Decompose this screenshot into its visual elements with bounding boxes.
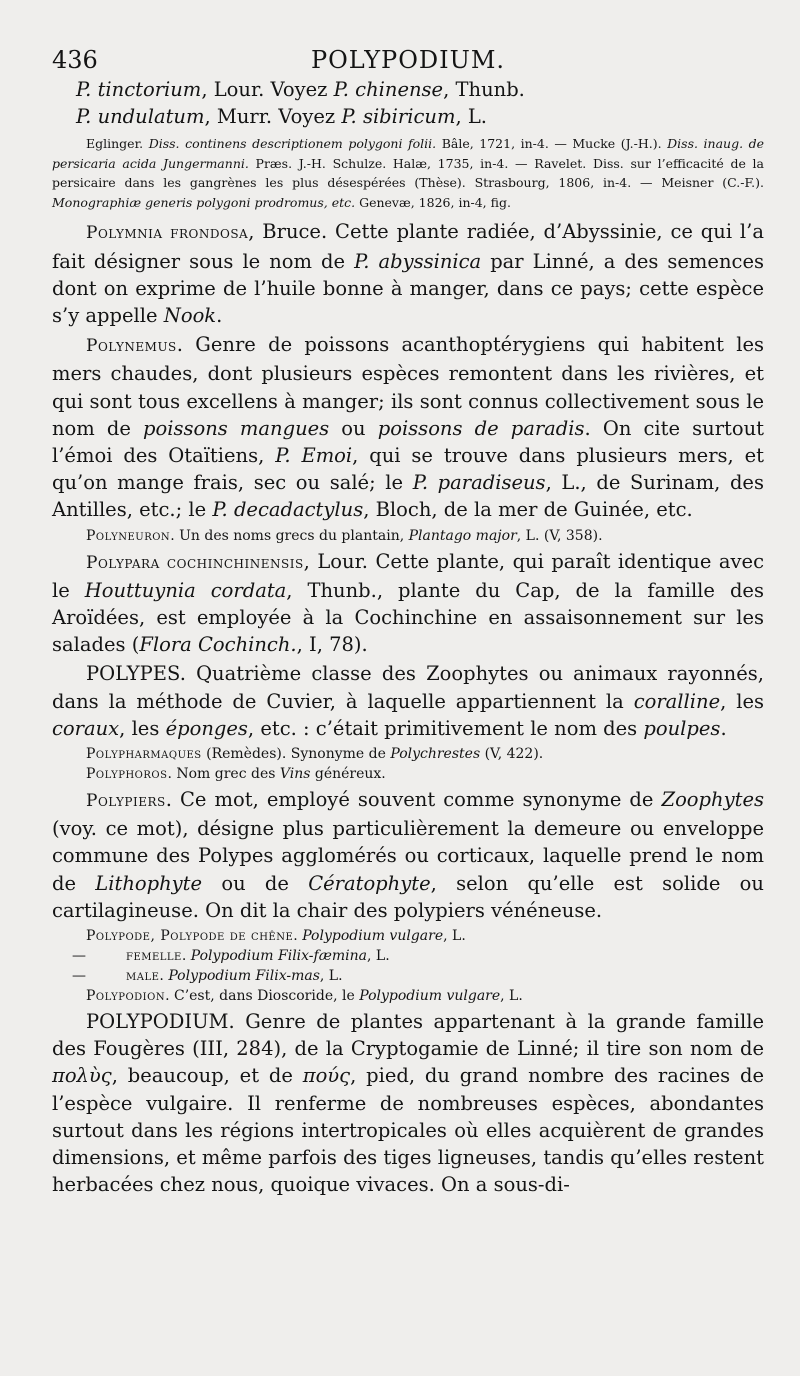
entry-headword: Polyneuron [86,527,171,544]
entry-polypodium: POLYPODIUM. Genre de plantes appartenant à la grande famille des Fougères (III, 284), de la Cryptogamie de Linné; il tire son nom de πολὺς, beaucoup, et de πούς, pied, du grand nombre des racines de l’espèce vulgaire. Il renferme de nombreuses espèces, abondantes surtout dans les régions intertropicales où elles acquièrent de grandes dimensions, et même parfois des tiges ligneuses, tandis qu’elles restent herbacées chez nous, quoique vivaces. On a sous-di- [52,1010,764,1197]
entry-headword: femelle [126,948,182,965]
entry-term: P. tinctorium [76,78,202,101]
entry-headword: Polymnia frondosa [86,223,249,244]
ditto-dash: — [72,968,86,985]
running-title: POLYPODIUM. [310,46,506,74]
entry-undulatum: P. undulatum, Murr. Voyez P. sibiricum, L. [76,105,487,129]
entry-male: — male. Polypodium Filix-mas, L. [72,968,343,985]
entry-polypodion: Polypodion. C’est, dans Dioscoride, le Polypodium vulgare, L. [86,988,523,1005]
entry-tinctorium: P. tinctorium, Lour. Voyez P. chinense, Thunb. [76,78,525,101]
ditto-dash: — [72,948,86,965]
entry-headword: male [126,968,160,985]
page-number: 436 [52,46,98,74]
entry-polymnia: Polymnia frondosa, Bruce. Cette plante radiée, d’Abyssinie, ce qui l’a fait désigner sous le nom de P. abyssinica par Linné, a des semences dont on exprime de l’huile bonne à manger, dans ce pays; cette espèce s’y appelle Nook. [52,220,764,328]
entry-headword: Polypara cochinchinensis [86,552,304,573]
entry-polyneuron: Polyneuron. Un des noms grecs du plantain, Plantago major, L. (V, 358). [86,527,603,544]
entry-headword: Polypodion [86,988,166,1005]
entry-polynemus: Polynemus. Genre de poissons acanthoptérygiens qui habitent les mers chaudes, dont plusieurs espèces remontent dans les rivières, et qui sont tous excellens à manger; ils sont connus collectivement sous le nom de poissons mangues ou poissons de paradis. On cite surtout l’émoi des Otaïtiens, P. Emoi, qui se trouve dans plusieurs mers, et qu’on mange frais, sec ou salé; le P. paradiseus, L., de Surinam, des Antilles, etc.; le P. decadactylus, Bloch, de la mer de Guinée, etc. [52,333,764,522]
entry-polypara: Polypara cochinchinensis, Lour. Cette plante, qui paraît identique avec le Houttuynia cordata, Thunb., plante du Cap, de la famille des Aroïdées, est employée à la Cochinchine en assaisonnement sur les salades (Flora Cochinch., I, 78). [52,549,764,657]
entry-polypode: Polypode, Polypode de chêne. Polypodium vulgare, L. [86,928,466,945]
entry-polypharmaques: Polypharmaques (Remèdes). Synonyme de Polychrestes (V, 422). [86,746,544,763]
entry-term: P. undulatum [76,105,205,129]
entry-headword: POLYPODIUM [86,1010,229,1034]
entry-polyphoros: Polyphoros. Nom grec des Vins généreux. [86,766,386,783]
entry-headword: POLYPES [86,662,180,686]
entry-headword: Polynemus [86,336,177,357]
entry-polypes: POLYPES. Quatrième classe des Zoophytes ou animaux rayonnés, dans la méthode de Cuvier, à laquelle appartiennent la coralline, les coraux, les éponges, etc. : c’était primitivement le nom des poulpes. [52,662,764,740]
cross-reference: P. sibiricum [341,105,456,129]
entry-headword: Polypiers [86,791,166,812]
dictionary-page [52,42,764,1199]
cross-reference: P. chinense [333,78,444,101]
entry-headword: Polypharmaques [86,746,202,763]
entry-headword: Polyphoros [86,766,168,783]
bibliography-note: Eglinger. Diss. continens descriptionem polygoni folii. Bâle, 1721, in-4. — Mucke (J.-H.). Diss. inaug. de persicaria acida Jungermanni. Præs. J.-H. Schulze. Halæ, 1735, in-4. — Ravelet. Diss. sur l’efficacité de la persicaire dans les gangrènes les plus désespérées (Thèse). Strasbourg, 1806, in-4. — Meisner (C.-F.). Monographiæ generis polygoni prodromus, etc. Genevæ, 1826, in-4, fig. [52,136,765,210]
entry-headword: Polypode, Polypode de chêne [86,928,294,945]
page-header [52,42,764,76]
entry-polypiers: Polypiers. Ce mot, employé souvent comme synonyme de Zoophytes (voy. ce mot), désigne plus particulièrement la demeure ou enveloppe commune des Polypes agglomérés ou corticaux, laquelle prend le nom de Lithophyte ou de Cératophyte, selon qu’elle est solide ou cartilagineuse. On dit la chair des polypiers vénéneuse. [52,788,764,922]
entry-femelle: — femelle. Polypodium Filix-fæmina, L. [72,948,390,965]
